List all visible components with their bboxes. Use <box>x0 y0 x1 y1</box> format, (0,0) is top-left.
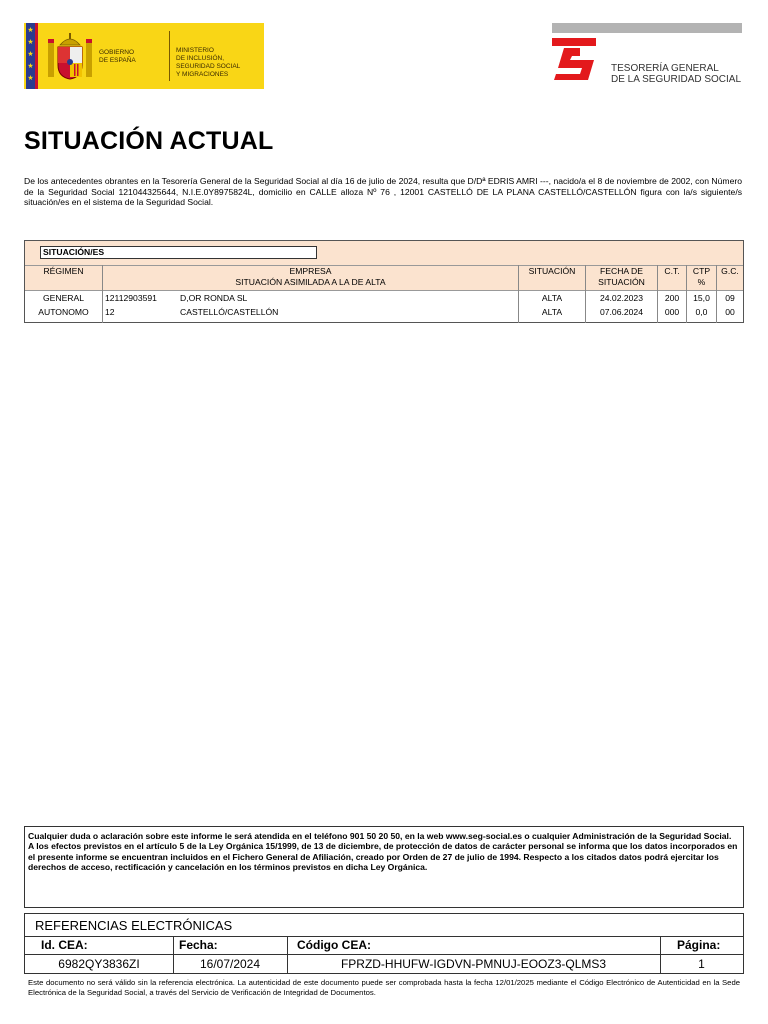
row1-ct: 200 <box>664 293 680 303</box>
header-ctp: CTP % <box>692 266 711 287</box>
ministerio-text: MINISTERIO DE INCLUSIÓN, SEGURIDAD SOCIAL Y MIGRACIONES <box>176 47 241 78</box>
row2-gc: 00 <box>725 307 735 317</box>
pagina-label: Página: <box>677 938 721 952</box>
page-title: SITUACIÓN ACTUAL <box>24 127 274 155</box>
id-cea-label: Id. CEA: <box>41 938 88 952</box>
fecha-label: Fecha: <box>179 938 218 952</box>
row1-name: D,OR RONDA SL <box>180 293 248 303</box>
row2-code: 12 <box>105 307 115 317</box>
row1-situacion: ALTA <box>541 293 563 303</box>
row1-code: 12112903591 <box>105 293 157 303</box>
id-cea-value: 6982QY3836ZI <box>58 957 140 971</box>
tgss-header-bar <box>552 23 742 33</box>
row2-ct: 000 <box>664 307 680 317</box>
row1-regimen: GENERAL <box>42 293 85 303</box>
row1-ctp: 15,0 <box>693 293 710 303</box>
header-ct: C.T. <box>664 266 680 276</box>
header-regimen: RÉGIMEN <box>43 266 84 276</box>
fecha-value: 16/07/2024 <box>199 957 261 971</box>
tgss-name: TESORERÍA GENERAL DE LA SEGURIDAD SOCIAL <box>611 63 742 85</box>
gobierno-logo <box>24 23 264 89</box>
header-situacion: SITUACIÓN <box>528 266 576 276</box>
situation-table <box>24 240 744 323</box>
tgss-logo-icon <box>550 38 598 84</box>
row2-name: CASTELLÓ/CASTELLÓN <box>180 307 279 317</box>
gobierno-text: GOBIERNO DE ESPAÑA <box>99 49 136 64</box>
notice-contact: Cualquier duda o aclaración sobre este informe le será atendida en el teléfono 901 50 20 50, en la web www.seg-social.es o cualquier Administración de la Seguridad Social. <box>28 831 732 841</box>
eu-flag-icon: ★ ★ ★ ★ ★ <box>24 23 38 89</box>
row1-gc: 09 <box>725 293 735 303</box>
row2-fecha: 07.06.2024 <box>599 307 643 317</box>
row2-situacion: ALTA <box>541 307 563 317</box>
notice-box <box>24 826 744 908</box>
pagina-value: 1 <box>698 957 705 971</box>
header-gc: G.C. <box>721 266 739 276</box>
row2-regimen: AUTONOMO <box>38 307 89 317</box>
references-title: REFERENCIAS ELECTRÓNICAS <box>35 918 233 933</box>
situation-label: SITUACIÓN/ES <box>40 246 317 259</box>
intro-paragraph: De los antecedentes obrantes en la Tesorería General de la Seguridad Social al día 16 de julio de 2024, resulta que D/Dª EDRIS AMRI ---, nacido/a el 8 de noviembre de 2002, con Número de la Seguridad Social 121044325644, N.I.E.0Y8975824L, domicilio en CALLE alloza Nº 76 , 12001 CASTELLÓ DE LA PLANA CASTELLÓ/CASTELLÓN figura con la/s siguiente/s situación/es en el sistema de la Seguridad Social. <box>24 176 742 208</box>
notice-data-protection: A los efectos previstos en el artículo 5 de la Ley Orgánica 15/1999, de 13 de diciembre, de protección de datos de carácter personal se informa que los datos incorporados en el presente informe se encuentran incluidos en el Fichero General de Afiliación, creado por Orden de 27 de julio de 1994. Respecto a los citados datos podrá ejercitar los derechos de acceso, rectificación y cancelación en los términos previstos en dicha Ley Orgánica. <box>28 841 738 873</box>
codigo-cea-value: FPRZD-HHUFW-IGDVN-PMNUJ-EOOZ3-QLMS3 <box>340 957 607 971</box>
electronic-references <box>24 913 744 974</box>
header-empresa: EMPRESA SITUACIÓN ASIMILADA A LA DE ALTA <box>235 266 386 287</box>
codigo-cea-label: Código CEA: <box>297 938 371 952</box>
validity-note: Este documento no será válido sin la referencia electrónica. La autenticidad de este documento puede ser comprobada hasta la fecha 12/01/2025 mediante el Código Electrónico de Autenticidad en la Sede Electrónica de la Seguridad Social, a través del Servicio de Verificación de Integridad de Documentos. <box>28 978 740 997</box>
row2-ctp: 0,0 <box>695 307 708 317</box>
row1-fecha: 24.02.2023 <box>599 293 643 303</box>
header-fecha: FECHA DE SITUACIÓN <box>598 266 645 287</box>
